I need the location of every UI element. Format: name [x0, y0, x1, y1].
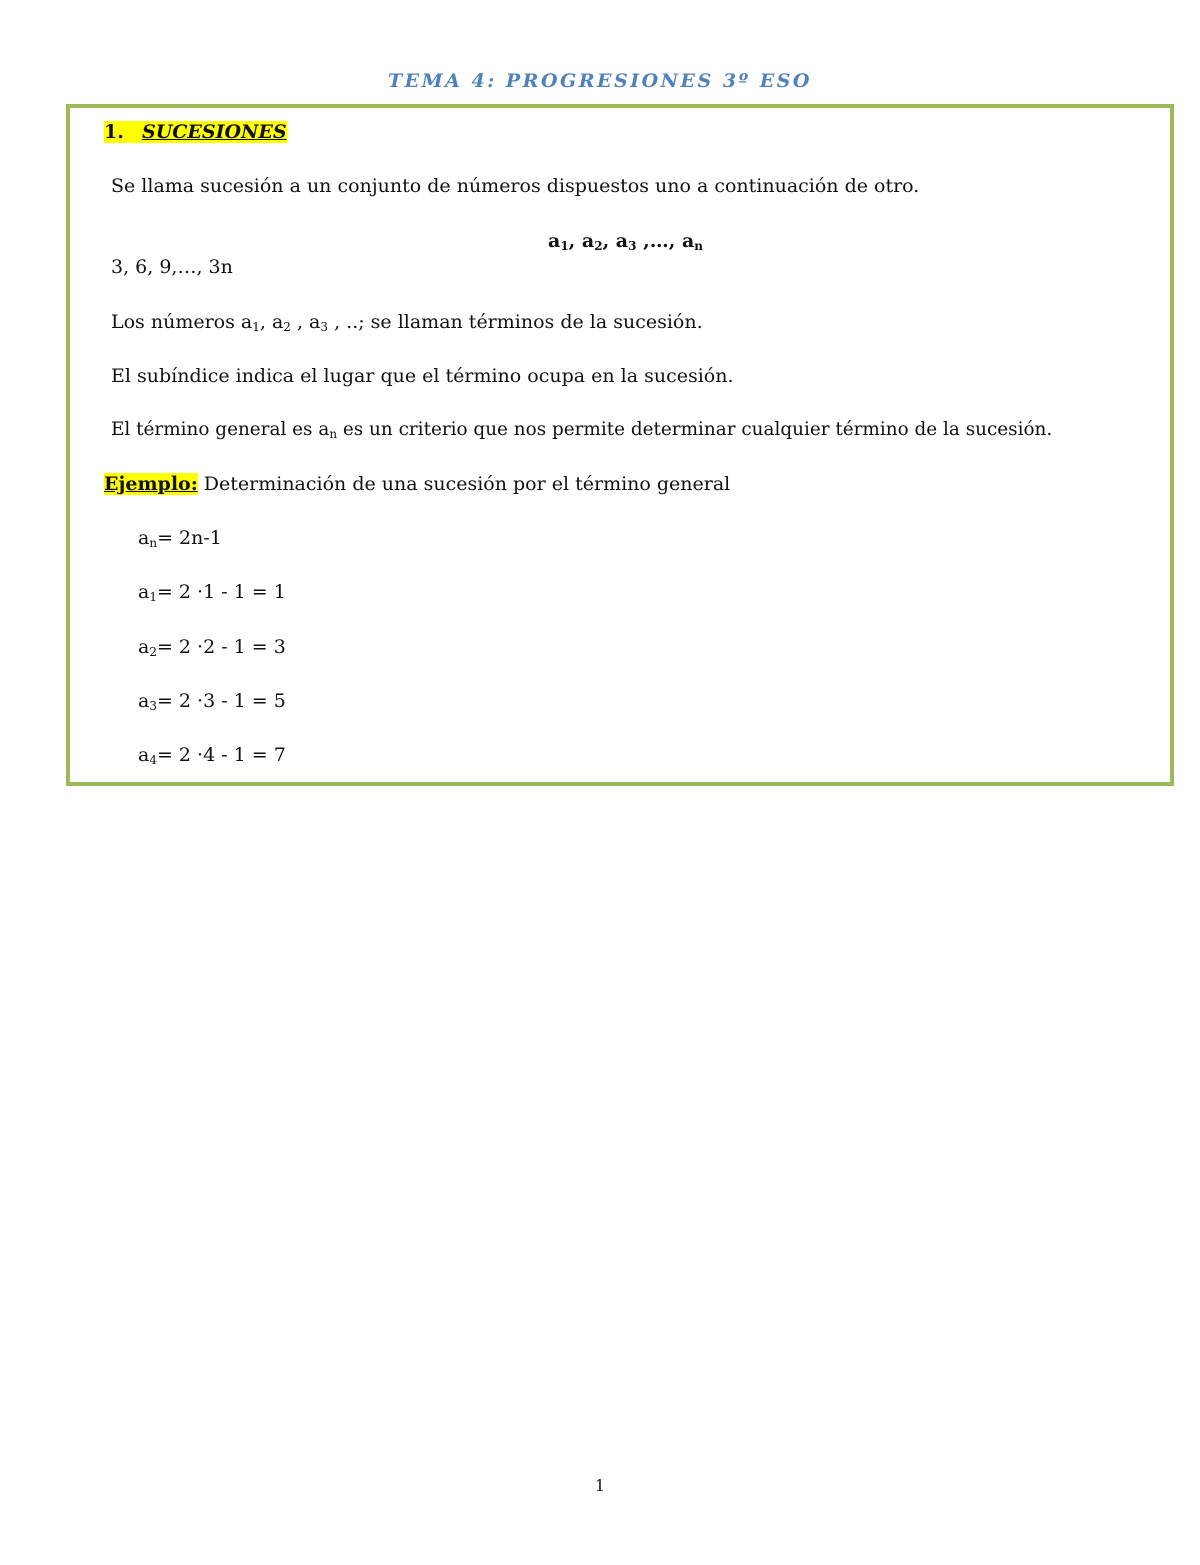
page-number: 1: [594, 1476, 606, 1495]
general-sequence: $a_1$, $a_2$, $a_3$ ,…, $a_n$: [548, 230, 703, 253]
formula-general-term: $a_n= 2n-1$: [138, 527, 222, 550]
section-number: 1.: [104, 121, 124, 143]
calculation-line: $a_3= 2 \cdot 3 - 1 = 5$: [138, 690, 286, 713]
terms-text: Los números $a_1$, $a_2$ , $a_3$ , ..; se llaman términos de la sucesión.: [111, 311, 703, 334]
example-description: Determinación de una sucesión por el término general: [197, 473, 731, 495]
example-sequence: 3, 6, 9,…, 3n: [111, 256, 233, 278]
example-label: Ejemplo:: [104, 473, 198, 495]
definition-text: Se llama sucesión a un conjunto de números dispuestos uno a continuación de otro.: [111, 175, 920, 197]
example-line: [104, 472, 730, 496]
document-title: TEMA 4: PROGRESIONES 3º ESO: [388, 70, 812, 92]
section-heading: [104, 120, 287, 144]
section-title: SUCESIONES: [141, 121, 287, 143]
general-term-text: El término general es $a_n$ es un criterio que nos permite determinar cualquier término de la sucesión.: [111, 419, 1053, 441]
calculation-line: $a_4= 2 \cdot 4 - 1 = 7$: [138, 744, 286, 767]
subindex-text: El subíndice indica el lugar que el término ocupa en la sucesión.: [111, 365, 734, 387]
calculation-line: $a_2= 2 \cdot 2 - 1 = 3$: [138, 636, 286, 659]
content-box: [66, 104, 1174, 786]
calculation-line: $a_1= 2 \cdot 1 - 1 = 1$: [138, 581, 286, 604]
